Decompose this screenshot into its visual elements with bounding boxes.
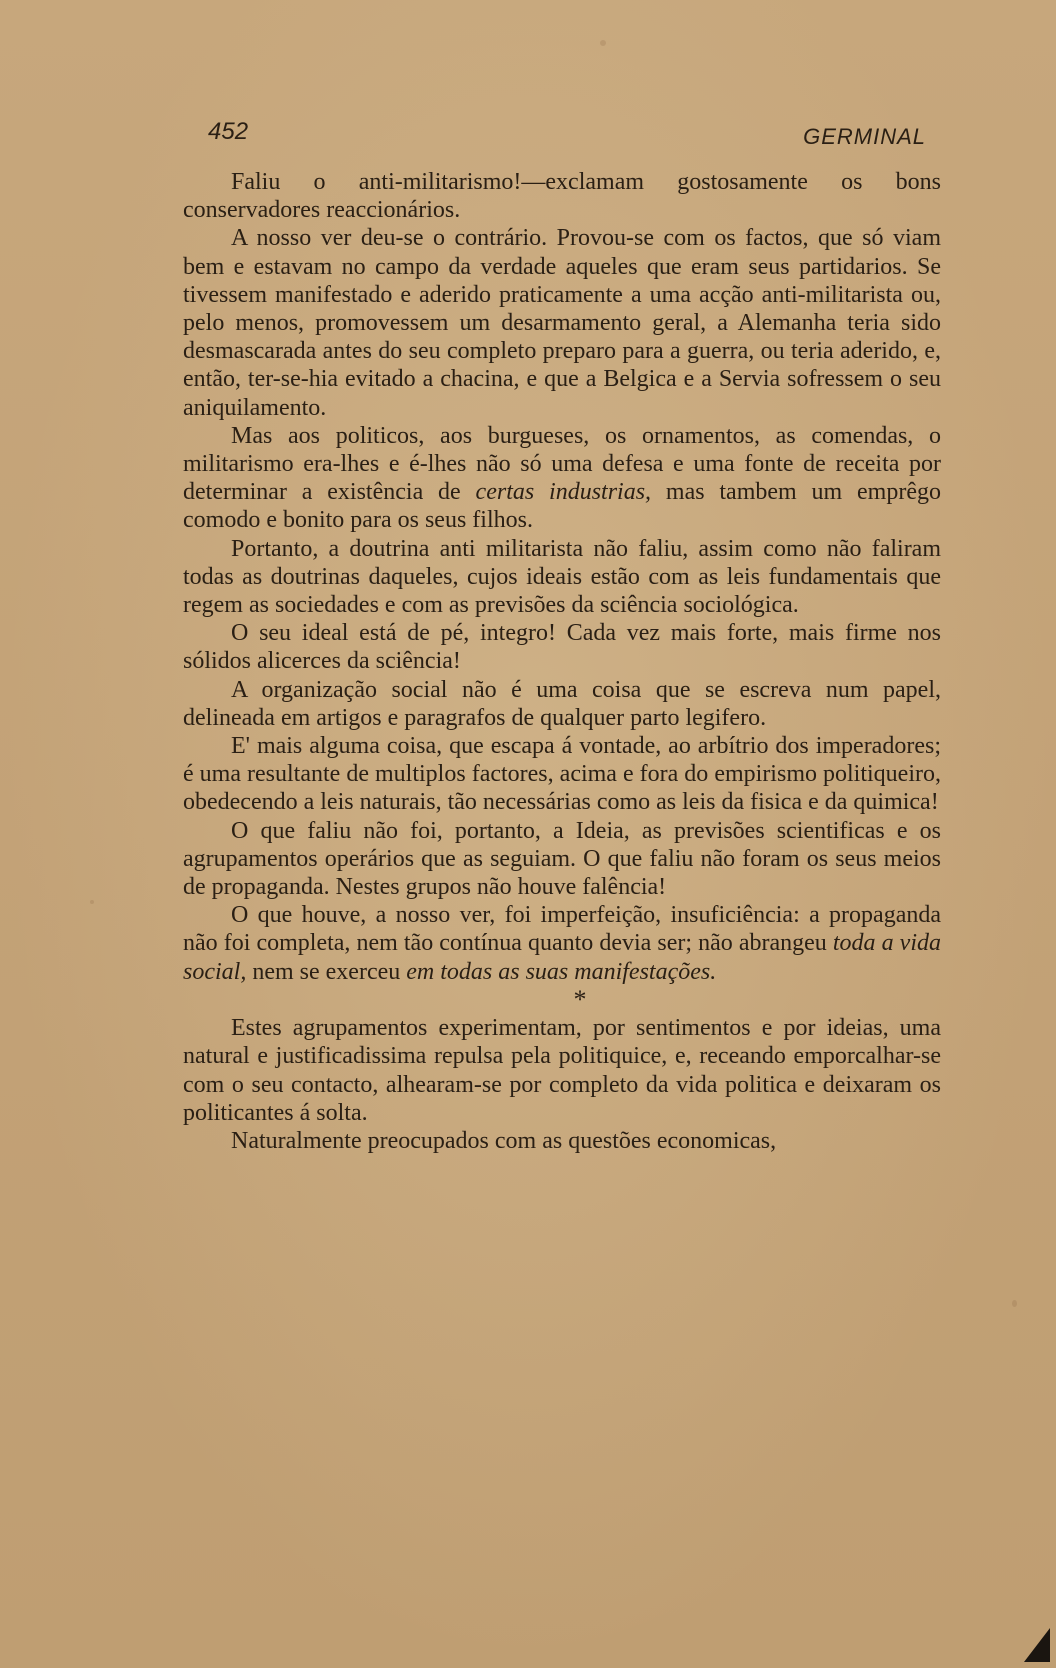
corner-mark xyxy=(1024,1628,1050,1662)
text-segment: O que houve, a nosso ver, foi imperfeição, insuficiência: a propaganda não foi completa, nem tão contínua quanto devia ser; não abrangeu xyxy=(183,902,941,957)
text-segment: nem se exerceu xyxy=(246,958,407,985)
paragraphs-after-separator xyxy=(183,1014,941,1155)
text-segment: E' mais alguma coisa, que escapa á vontade, ao arbítrio dos imperadores; é uma resultante de multiplos factores, acima e fora do empirismo politiqueiro, obedecendo a leis naturais, tão necessárias como as leis da fisica e da quimica! xyxy=(183,733,941,816)
paragraph xyxy=(183,168,941,224)
page-header xyxy=(208,118,926,154)
text-segment: O seu ideal está de pé, integro! Cada vez mais forte, mais firme nos sólidos alicerces da sciência! xyxy=(183,620,941,675)
text-segment: A organização social não é uma coisa que se escreva num papel, delineada em artigos e paragrafos de qualquer parto legifero. xyxy=(183,676,941,731)
text-segment: Portanto, a doutrina anti militarista não faliu, assim como não faliram todas as doutrinas daqueles, cujos ideais estão com as leis fundamentais que regem as sociedades e com as previsões da sciência sociológica. xyxy=(183,535,941,619)
text-segment: Faliu o anti-militarismo!—exclamam gostosamente os bons conservadores reaccionários. xyxy=(183,169,941,224)
body-text xyxy=(183,168,941,1155)
paragraph xyxy=(183,676,941,732)
text-segment: A nosso ver deu-se o contrário. Provou-se com os factos, que só viam bem e estavam no campo da verdade aqueles que eram seus partidarios. Se tivessem manifestado e aderido praticamente a uma acção anti-militarista ou, pelo menos, promovessem um desarmamento geral, a Alemanha teria sido desmascarada antes do seu completo preparo para a guerra, ou teria aderido, e, então, ter-se-hia evitado a chacina, e que a Belgica e a Servia sofressem o seu aniquilamento. xyxy=(183,225,941,421)
text-segment: Naturalmente preocupados com as questões economicas, xyxy=(231,1127,777,1154)
paragraph xyxy=(183,535,941,620)
italic-text: certas industrias, xyxy=(475,479,652,506)
italic-text: em todas as suas manifestações. xyxy=(406,958,717,985)
running-title: GERMINAL xyxy=(803,124,926,149)
paragraph xyxy=(183,224,941,421)
paragraph xyxy=(183,732,941,817)
paragraph xyxy=(183,1014,941,1127)
page-number: 452 xyxy=(208,118,249,145)
paragraphs-before-separator xyxy=(183,168,941,986)
paragraph xyxy=(183,1127,941,1155)
paragraph xyxy=(183,422,941,535)
italic-text: toda a vida social, xyxy=(183,930,941,985)
paragraph xyxy=(183,901,941,986)
paragraph xyxy=(183,619,941,675)
text-segment: O que faliu não foi, portanto, a Ideia, as previsões scientificas e os agrupamentos operários que as seguiam. O que faliu não foram os seus meios de propaganda. Nestes grupos não houve falência! xyxy=(183,817,941,901)
text-segment: mas tambem um emprêgo comodo e bonito para os seus filhos. xyxy=(183,479,941,534)
paragraph xyxy=(183,817,941,902)
paper-spot xyxy=(1012,1300,1017,1307)
text-segment: Estes agrupamentos experimentam, por sentimentos e por ideias, uma natural e justificadissima repulsa pela politiquice, e, receando emporcalhar-se com o seu contacto, alhearam-se por completo da vida politica e deixaram os politicantes á solta. xyxy=(183,1015,941,1126)
section-separator: * xyxy=(573,984,587,1014)
paper-spot xyxy=(90,900,94,904)
text-segment: Mas aos politicos, aos burgueses, os ornamentos, as comendas, o militarismo era-lhes e é-lhes não só uma defesa e uma fonte de receita por determinar a existência de xyxy=(183,422,941,506)
paper-spot xyxy=(600,40,606,46)
